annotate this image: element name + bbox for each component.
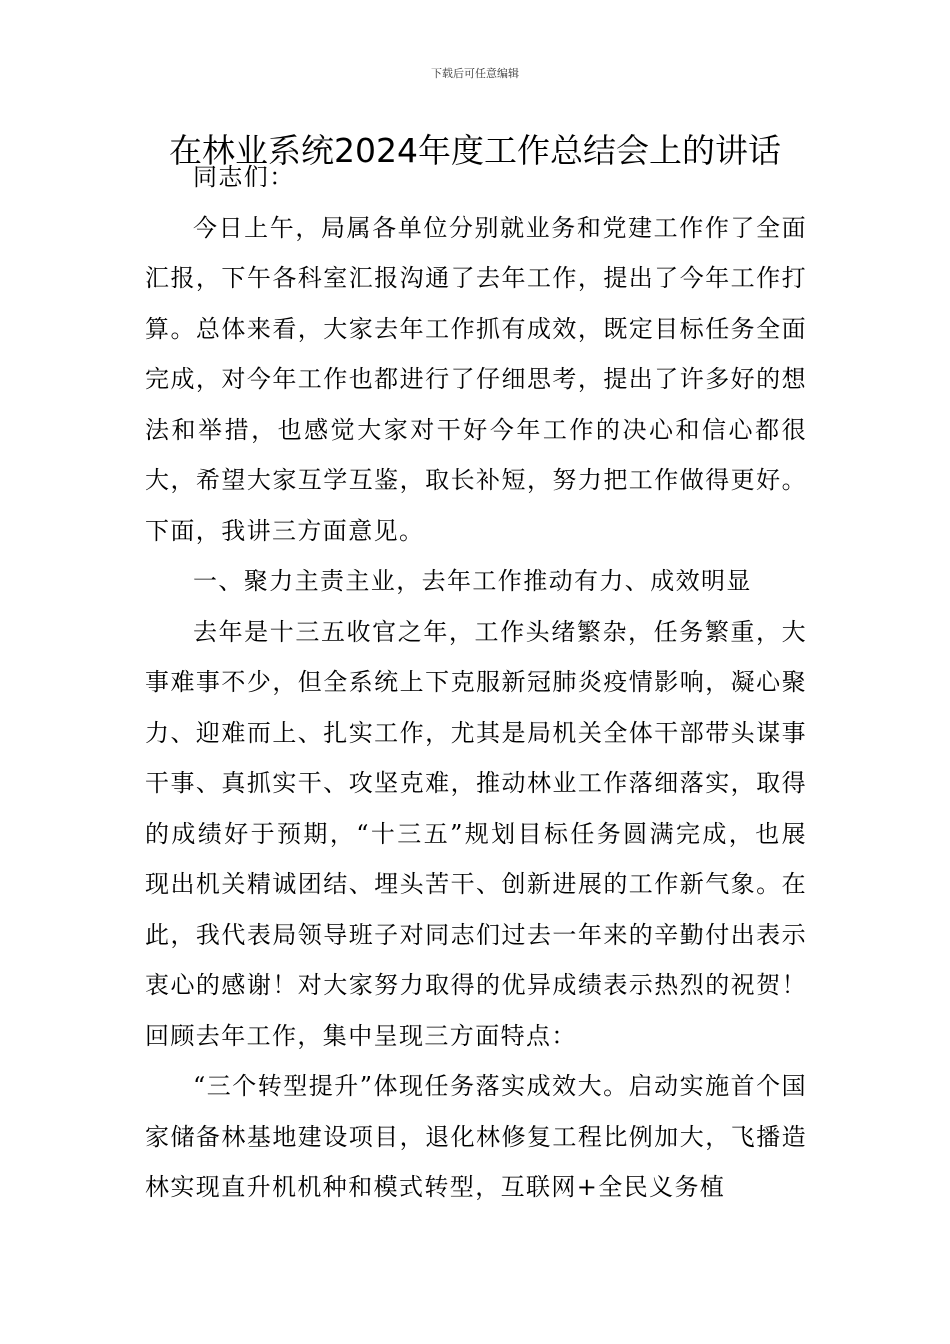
paragraph-transformation: “三个转型提升”体现任务落实成效大。启动实施首个国家储备林基地建设项目，退化林修复工程比例加大，飞播造林实现直升机机种和模式转型，互联网+全民义务植 xyxy=(145,1072,807,1201)
paragraph-opening: 今日上午，局属各单位分别就业务和党建工作作了全面汇报，下午各科室汇报沟通了去年工作，提出了今年工作打算。总体来看，大家去年工作抓有成效，既定目标任务全面完成，对今年工作也都进行了仔细思考，提出了许多好的想法和举措，也感觉大家对干好今年工作的决心和信心都很大，希望大家互学互鉴，取长补短，努力把工作做得更好。下面，我讲三方面意见。 xyxy=(145,213,807,545)
header-note: 下载后可任意编辑 xyxy=(431,67,519,80)
paragraph-review: 去年是十三五收官之年，工作头绪繁杂，任务繁重，大事难事不少，但全系统上下克服新冠肺炎疫情影响，凝心聚力、迎难而上、扎实工作，尤其是局机关全体干部带头谋事干事、真抓实干、攻坚克难，推动林业工作落细落实，取得的成绩好于预期，“十三五”规划目标任务圆满完成，也展现出机关精诚团结、埋头苦干、创新进展的工作新气象。在此，我代表局领导班子对同志们过去一年来的辛勤付出表示衷心的感谢！对大家努力取得的优异成绩表示热烈的祝贺！回顾去年工作，集中呈现三方面特点： xyxy=(145,617,807,1050)
speech-body xyxy=(145,152,807,1213)
salutation: 同志们： xyxy=(193,163,295,191)
page-title: 在林业系统2024年度工作总结会上的讲话 xyxy=(169,131,781,170)
section-heading-1: 一、聚力主责主业，去年工作推动有力、成效明显 xyxy=(193,567,752,595)
